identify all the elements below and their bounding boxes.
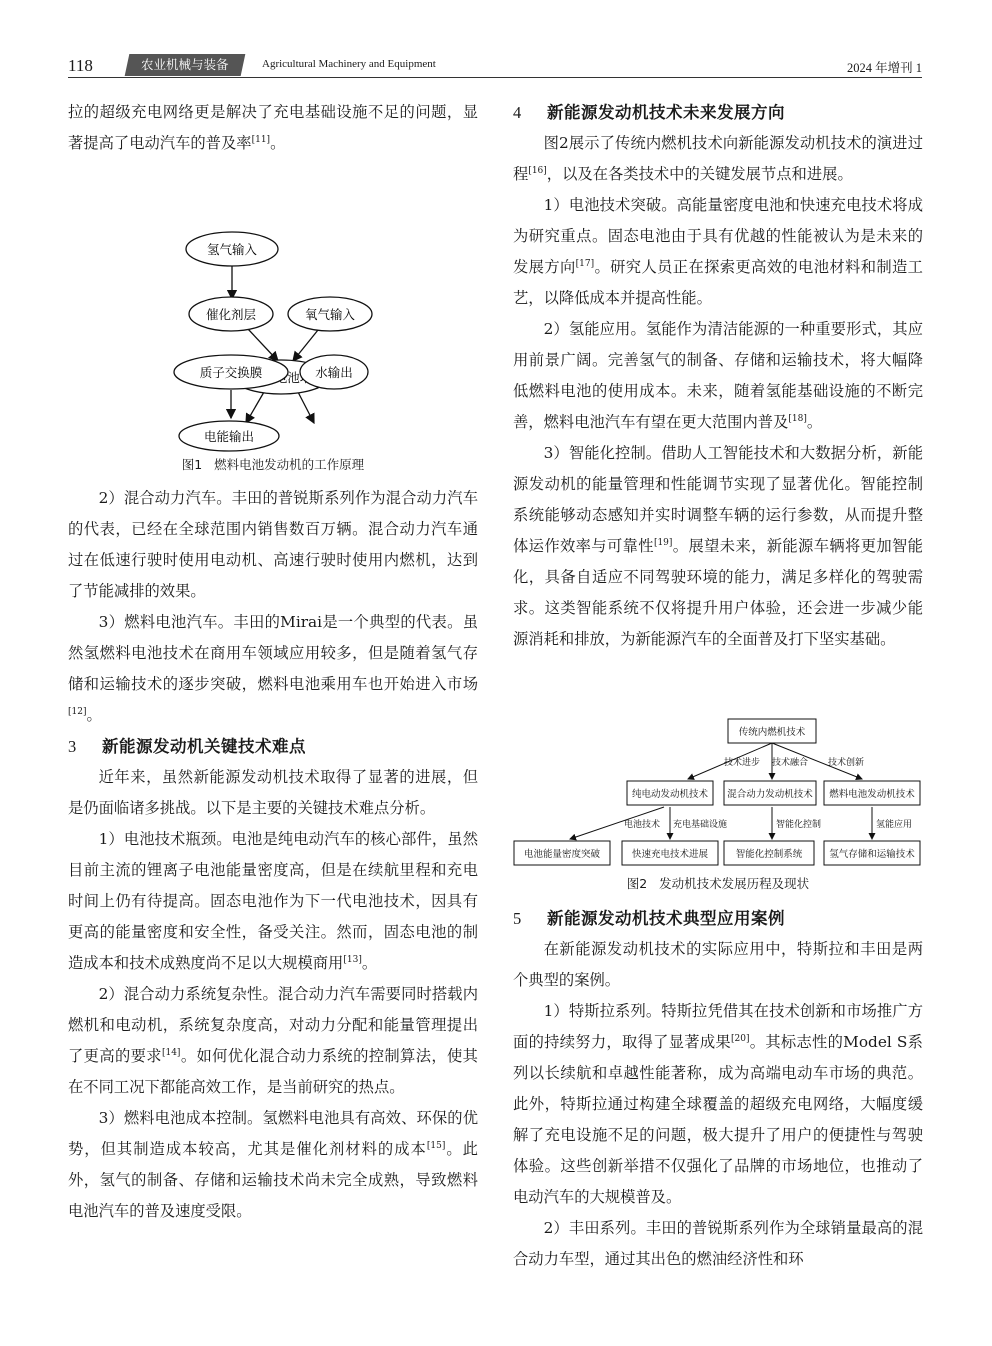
fig2-edge-battery: 电池技术 — [624, 820, 661, 830]
left-column-body — [68, 483, 478, 1227]
fig2-fuelcell-label: 燃料电池发动机技术 — [829, 789, 915, 800]
journal-name-en: Agricultural Machinery and Equipment — [262, 58, 436, 70]
section-3-heading: 3 新能源发动机关键技术难点 — [68, 737, 306, 756]
paragraph: 1）电池技术瓶颈。电池是纯电动汽车的核心部件，虽然目前主流的锂离子电池能量密度高，但是在续航里程和充电时间上仍有待提高。固态电池作为下一代电池技术，因具有更高的能量密度和安全性，备受关注。然而，固态电池的制造成本和技术成熟度尚不足以大规模商用[13]。 — [68, 830, 478, 972]
fig2-smartsys-label: 智能化控制系统 — [735, 849, 803, 860]
paragraph: 2）混合动力系统复杂性。混合动力汽车需要同时搭载内燃机和电动机，系统复杂度高，对动力分配和能量管理提出了更高的要求[14]。如何优化混合动力系统的控制算法，使其在不同工况下都能高效工作，是当前研究的热点。 — [68, 985, 478, 1096]
fig1-diagram-lower — [68, 340, 478, 452]
paragraph: 在新能源发动机技术的实际应用中，特斯拉和丰田是两个典型的案例。 — [513, 940, 923, 989]
fig2-edge-hydrogen: 氢能应用 — [876, 820, 913, 830]
fig2-bev-label: 纯电动发动机技术 — [631, 789, 709, 800]
paragraph: 3）燃料电池汽车。丰田的Mirai是一个典型的代表。虽然氢燃料电池技术在商用车领域应用较多，但是随着氢气存储和运输技术的逐步突破，燃料电池乘用车也开始进入市场[12]。 — [68, 613, 478, 724]
fig2-edge-smart: 智能化控制 — [776, 820, 822, 830]
section-5-heading: 5 新能源发动机技术典型应用案例 — [513, 909, 785, 928]
fig2-density-label: 电池能量密度突破 — [523, 849, 601, 860]
node-pem-label: 质子交换膜 — [199, 365, 263, 380]
paragraph: 2）丰田系列。丰田的普锐斯系列作为全球销量最高的混合动力车型，通过其出色的燃油经济性和环 — [513, 1219, 923, 1268]
right-column-body — [513, 903, 923, 1275]
page-header — [0, 0, 992, 90]
figure-1-caption: 图1 燃料电池发动机的工作原理 — [181, 457, 365, 472]
node-water-output-label: 水输出 — [315, 365, 353, 380]
issue-label: 2024 年增刊 1 — [846, 61, 922, 75]
paragraph: 近年来，虽然新能源发动机技术取得了显著的进展，但是仍面临诸多挑战。以下是主要的关键技术难点分析。 — [68, 768, 478, 817]
fig2-root-label: 传统内燃机技术 — [738, 727, 806, 738]
page-number: 118 — [68, 56, 93, 75]
fig2-edge-innovation: 技术创新 — [828, 758, 865, 768]
paragraph: 1）特斯拉系列。特斯拉凭借其在技术创新和市场推广方面的持续努力，取得了显著成果[20]。其标志性的Model S系列以长续航和卓越性能著称，成为高端电动车市场的典范。此外，特斯拉通过构建全球覆盖的超级充电网络，大幅度缓解了充电设施不足的问题，极大提升了用户的便捷性与驾驶体验。这些创新举措不仅强化了品牌的市场地位，也推动了电动汽车的大规模普及。 — [513, 1002, 923, 1206]
journal-name-cn: 农业机械与装备 — [125, 54, 245, 76]
paragraph: 3）智能化控制。借助人工智能技术和大数据分析，新能源发动机的能量管理和性能调节实现了显著优化。智能控制系统能够动态感知并实时调整车辆的运行参数，从而提升整体运作效率与可靠性[19]。展望未来，新能源车辆将更加智能化，具备自适应不同驾驶环境的能力，满足多样化的驾驶需求。这类智能系统不仅将提升用户体验，还会进一步减少能源消耗和排放，为新能源汽车的全面普及打下坚实基础。 — [513, 444, 923, 648]
figure-2-diagram — [510, 715, 926, 871]
paragraph: 2）混合动力汽车。丰田的普锐斯系列作为混合动力汽车的代表，已经在全球范围内销售数百万辆。混合动力汽车通过在低速行驶时使用电动机、高速行驶时使用内燃机，达到了节能减排的效果。 — [68, 489, 478, 600]
right-column — [513, 97, 923, 655]
fig2-fastcharge-label: 快速充电技术进展 — [631, 849, 709, 860]
header-rule — [68, 77, 922, 78]
paragraph: 拉的超级充电网络更是解决了充电基础设施不足的问题，显著提高了电动汽车的普及率[11]。 — [68, 103, 478, 152]
node-oxygen-input-label: 氧气输入 — [304, 307, 356, 322]
fig2-hybrid-label: 混合动力发动机技术 — [727, 789, 813, 800]
section-4-heading: 4 新能源发动机技术未来发展方向 — [513, 103, 785, 122]
paragraph: 2）氢能应用。氢能作为清洁能源的一种重要形式，其应用前景广阔。完善氢气的制备、存储和运输技术，将大幅降低燃料电池的使用成本。未来，随着氢能基础设施的不断完善，燃料电池汽车有望在更大范围内普及[18]。 — [513, 320, 923, 431]
node-catalyst-label: 催化剂层 — [205, 307, 257, 322]
figure-2-caption: 图2 发动机技术发展历程及现状 — [626, 876, 810, 891]
paragraph: 1）电池技术突破。高能量密度电池和快速充电技术将成为研究重点。固态电池由于具有优越的性能被认为是未来的发展方向[17]。研究人员正在探索更高效的电池材料和制造工艺，以降低成本并提高性能。 — [513, 196, 923, 307]
fig2-h2storage-label: 氢气存储和运输技术 — [829, 849, 915, 860]
fig2-edge-progress: 技术进步 — [724, 758, 761, 768]
node-power-output-label: 电能输出 — [203, 429, 255, 444]
paragraph: 3）燃料电池成本控制。氢燃料电池具有高效、环保的优势，但其制造成本较高，尤其是催化剂材料的成本[15]。此外，氢气的制备、存储和运输技术尚未完全成熟，导致燃料电池汽车的普及速度受限。 — [68, 1109, 478, 1220]
node-hydrogen-input-label: 氢气输入 — [206, 242, 258, 257]
fig2-edge-charging: 充电基础设施 — [673, 820, 728, 830]
paragraph: 图2展示了传统内燃机技术向新能源发动机技术的演进过程[16]，以及在各类技术中的关键发展节点和进展。 — [513, 134, 923, 183]
fig2-edge-fusion: 技术融合 — [772, 758, 809, 768]
